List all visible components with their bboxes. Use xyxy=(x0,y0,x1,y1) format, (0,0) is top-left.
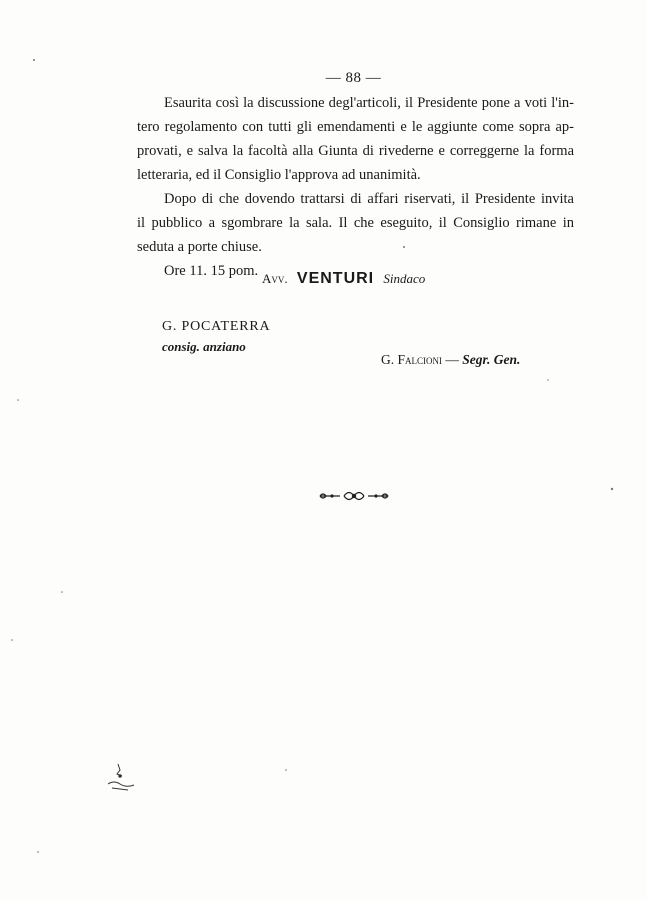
text-line: provati, e salva la facoltà alla Giunta di rivederne e correggerne la forma xyxy=(137,143,574,159)
councillor-signature xyxy=(162,317,270,357)
councillor-name: G. POCATERRA xyxy=(162,319,271,334)
text-line: Esaurita così la discussione degl'articoli, il Presidente pone a voti l'in- xyxy=(164,95,574,111)
mayor-title: Avv. xyxy=(262,271,288,286)
secretary-signature xyxy=(381,352,520,368)
ornament-divider-icon xyxy=(318,488,390,504)
secretary-name: G. Falcioni xyxy=(381,352,443,367)
secretary-role: Segr. Gen. xyxy=(462,352,521,367)
councillor-role: consig. anziano xyxy=(162,339,246,354)
text-line: tero regolamento con tutti gli emendamenti e le aggiunte come sopra ap- xyxy=(137,119,574,135)
mayor-name: VENTURI xyxy=(296,270,375,287)
text-line: seduta a porte chiuse. xyxy=(137,239,262,255)
text-line: il pubblico a sgombrare la sala. Il che eseguito, il Consiglio rimane in xyxy=(137,215,574,231)
page-number: — 88 — xyxy=(325,70,382,86)
minutes-text xyxy=(137,91,574,283)
ink-blot-icon xyxy=(100,760,140,794)
secretary-separator: — xyxy=(445,352,459,367)
text-line: Ore 11. 15 pom. xyxy=(164,263,259,279)
mayor-signature xyxy=(262,270,425,288)
text-line: Dopo di che dovendo trattarsi di affari riservati, il Presidente invita xyxy=(164,191,574,207)
mayor-role: Sindaco xyxy=(383,271,426,286)
text-line: letteraria, ed il Consiglio l'approva ad unanimità. xyxy=(137,167,421,183)
